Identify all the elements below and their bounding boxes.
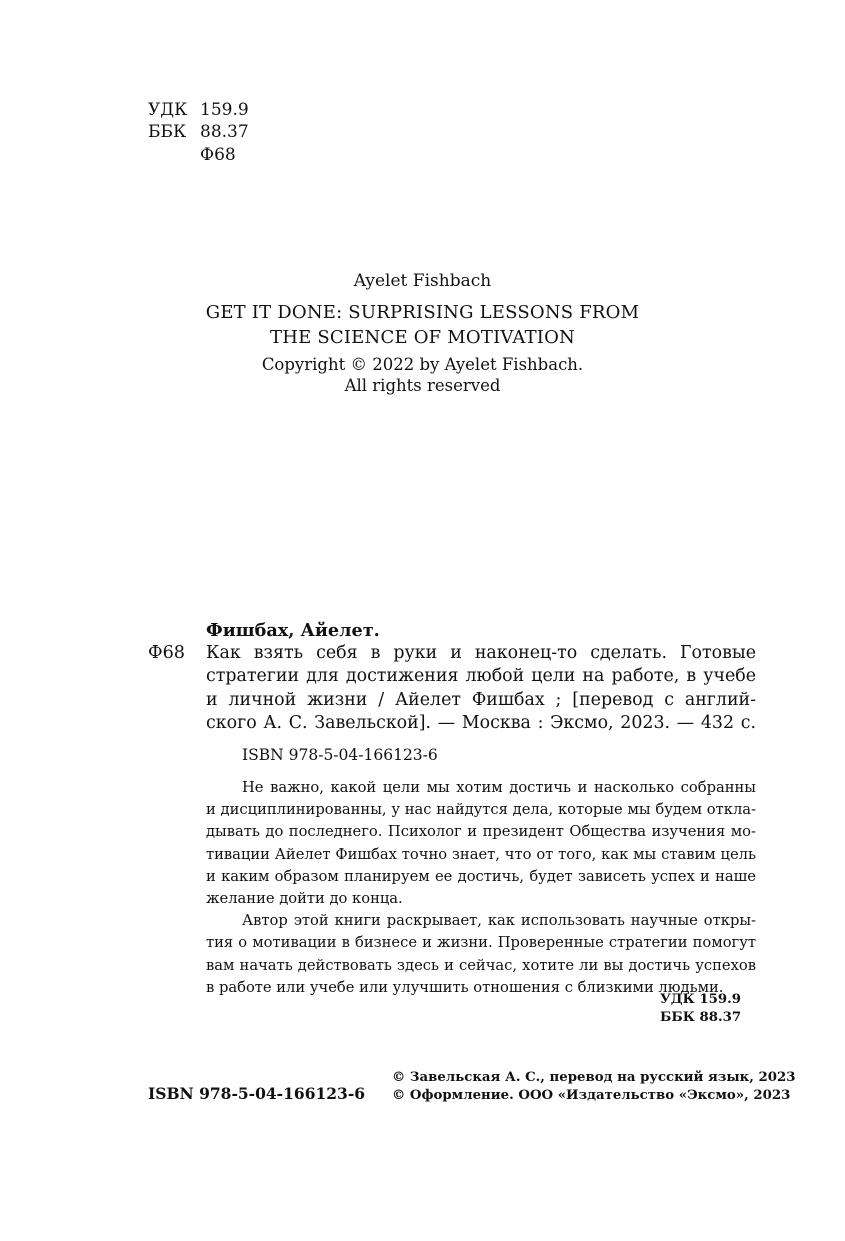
annotation-line: вам начать действовать здесь и сейчас, хотите ли вы достичь успехов — [206, 956, 756, 974]
copyright-design: © Оформление. ООО «Издательство «Эксмо», 2023 — [392, 1088, 791, 1103]
bib-sign: Ф68 — [148, 643, 185, 663]
udk-label: УДК — [148, 100, 188, 120]
original-title-line1: GET IT DONE: SURPRISING LESSONS FROM — [205, 302, 640, 323]
original-rights: All rights reserved — [344, 376, 501, 395]
imprint-isbn: ISBN 978-5-04-166123-6 — [148, 1084, 366, 1103]
original-copyright: Copyright © 2022 by Ayelet Fishbach. — [261, 355, 584, 374]
author-sign: Ф68 — [200, 145, 236, 165]
bib-line: Как взять себя в руки и наконец-то сделать. Готовые — [206, 643, 756, 663]
annotation-line: тия о мотивации в бизнесе и жизни. Проверенные стратегии помогут — [206, 934, 756, 952]
bib-line: ского А. С. Завельской]. — Москва : Эксмо, 2023. — 432 с. — [206, 712, 756, 733]
annotation-line: дывать до последнего. Психолог и президент Общества изучения мо- — [206, 823, 756, 841]
annotation-line: и дисциплинированны, у нас найдутся дела, которые мы будем откла- — [206, 801, 756, 819]
bib-heading: Фишбах, Айелет. — [206, 620, 380, 641]
bbk-label: ББК — [148, 122, 187, 142]
bib-line: стратегии для достижения любой цели на работе, в учебе — [206, 666, 756, 687]
footer-bbk: ББК 88.37 — [660, 1010, 742, 1025]
bbk-value: 88.37 — [200, 122, 249, 142]
footer-udk: УДК 159.9 — [660, 992, 741, 1007]
udk-value: 159.9 — [200, 100, 249, 120]
bib-line: и личной жизни / Айелет Фишбах ; [перевод с англий- — [206, 689, 756, 710]
original-author: Ayelet Fishbach — [353, 271, 492, 291]
annotation — [206, 777, 756, 999]
annotation-line: Автор этой книги раскрывает, как использовать научные откры- — [242, 912, 756, 930]
annotation-line: Не важно, какой цели мы хотим достичь и насколько собранны — [242, 779, 756, 796]
copyright-translation: © Завельская А. С., перевод на русский язык, 2023 — [392, 1070, 796, 1085]
bib-description — [206, 642, 756, 735]
annotation-line: желание дойти до конца. — [206, 890, 403, 908]
annotation-line: и каким образом планируем ее достичь, будет зависеть успех и наше — [206, 867, 756, 885]
annotation-line: в работе или учебе или улучшить отношения с близкими людьми. — [206, 978, 724, 996]
bib-isbn: ISBN 978-5-04-166123-6 — [242, 746, 438, 764]
annotation-line: тивации Айелет Фишбах точно знает, что от того, как мы ставим цель — [206, 845, 756, 863]
original-title-line2: THE SCIENCE OF MOTIVATION — [270, 327, 575, 348]
